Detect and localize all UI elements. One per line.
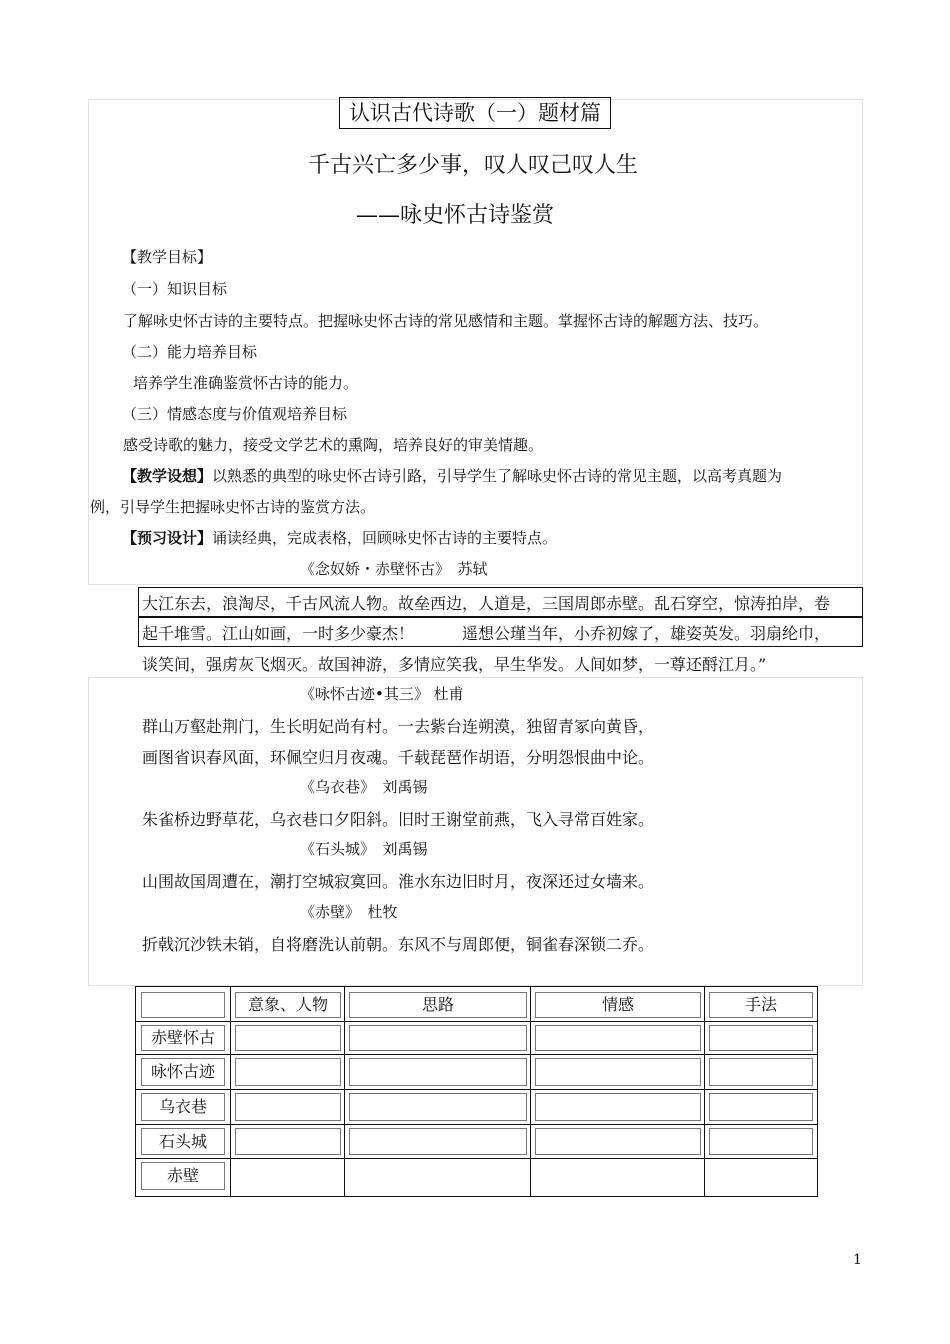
page-number: 1 [853,1252,862,1268]
table-empty-cell[interactable] [235,1162,339,1188]
poem-line: 画图省识春风面，环佩空归月夜魂。千载琵琶作胡语，分明怨恨曲中论。 [142,748,655,767]
table-empty-cell[interactable] [709,1128,813,1155]
table-empty-cell[interactable] [709,1162,811,1188]
page-title: 认识古代诗歌（一）题材篇 [339,97,611,129]
preview-line [122,527,557,548]
table-empty-cell[interactable] [349,1058,527,1086]
table-empty-cell[interactable] [535,1162,699,1188]
design-line-2: 例，引导学生把握咏史怀古诗的鉴赏方法。 [90,498,376,516]
knowledge-goal-heading: （一）知识目标 [122,280,228,298]
table-empty-cell[interactable] [349,1128,527,1155]
table-empty-cell[interactable] [535,1128,701,1155]
table-row-label: 乌衣巷 [141,1093,225,1121]
review-table [135,986,818,1197]
poem-title: 《石头城》 刘禹锡 [300,840,428,858]
poem-line: 折戟沉沙铁未销，自将磨洗认前朝。东风不与周郎便，铜雀春深锁二乔。 [142,935,655,954]
preview-text: 诵读经典，完成表格，回顾咏史怀古诗的主要特点。 [212,529,558,547]
poem-title: 《念奴娇・赤壁怀古》 苏轼 [300,560,488,578]
knowledge-goal-text: 了解咏史怀古诗的主要特点。把握咏史怀古诗的常见感情和主题。掌握怀古诗的解题方法、技巧。 [123,312,769,330]
table-empty-cell[interactable] [709,1058,813,1086]
table-row-label: 赤壁怀古 [141,1025,225,1051]
poem-title: 《赤壁》 杜牧 [300,903,398,921]
table-empty-cell[interactable] [709,1025,813,1051]
design-line-1 [122,465,782,486]
design-text-1: 以熟悉的典型的咏史怀古诗引路，引导学生了解咏史怀古诗的常见主题，以高考真题为 [212,467,783,485]
poem-line: 谈笑间，强虏灰飞烟灭。故国神游，多情应笑我，早生华发。人间如梦，一尊还酹江月。” [142,655,767,674]
table-row-label: 咏怀古迹 [141,1058,225,1086]
table-row-label: 石头城 [141,1128,225,1155]
poem-title: 《咏怀古迹•其三》 杜甫 [300,685,464,703]
table-empty-cell[interactable] [535,1025,701,1051]
table-header-cell: 意象、人物 [235,992,341,1018]
table-empty-cell[interactable] [349,1093,527,1121]
table-empty-cell[interactable] [235,1058,341,1086]
table-header-cell [141,992,225,1018]
ability-goal-text: 培养学生准确鉴赏怀古诗的能力。 [133,374,359,392]
table-row-label: 赤壁 [141,1162,225,1190]
preview-label: 【预习设计】 [122,529,213,547]
emotion-goal-text: 感受诗歌的魅力，接受文学艺术的熏陶，培养良好的审美情趣。 [123,436,544,454]
table-empty-cell[interactable] [535,1093,701,1121]
table-empty-cell[interactable] [535,1058,701,1086]
table-header-cell: 情感 [535,992,701,1018]
poem-line: 朱雀桥边野草花，乌衣巷口夕阳斜。旧时王谢堂前燕，飞入寻常百姓家。 [142,810,655,829]
ability-goal-heading: （二）能力培养目标 [122,343,258,361]
table-empty-cell[interactable] [349,1162,525,1188]
table-empty-cell[interactable] [709,1093,813,1121]
poem-line: 大江东去，浪淘尽，千古风流人物。故垒西边，人道是，三国周郎赤壁。乱石穿空，惊涛拍岸，卷 [142,594,831,613]
table-header-cell: 思路 [349,992,527,1018]
table-header-cell: 手法 [709,992,813,1018]
design-label: 【教学设想】 [122,467,213,485]
poem-line: 山围故国周遭在，潮打空城寂寞回。淮水东边旧时月，夜深还过女墙来。 [142,872,655,891]
emotion-goal-heading: （三）情感态度与价值观培养目标 [122,405,348,423]
subtitle-sub: ——咏史怀古诗鉴赏 [356,203,555,228]
poem-line: 群山万壑赴荆门，生长明妃尚有村。一去紫台连朔漠，独留青冢向黄昏， [142,717,655,736]
poem-title: 《乌衣巷》 刘禹锡 [300,778,428,796]
poem-line: 起千堆雪。江山如画，一时多少豪杰！ 遥想公瑾当年，小乔初嫁了，雄姿英发。羽扇纶巾， [142,624,831,643]
table-empty-cell[interactable] [235,1093,341,1121]
table-empty-cell[interactable] [235,1128,341,1155]
goals-heading: 【教学目标】 [122,248,213,266]
table-empty-cell[interactable] [235,1025,341,1051]
subtitle-main: 千古兴亡多少事，叹人叹己叹人生 [308,153,639,178]
table-empty-cell[interactable] [349,1025,527,1051]
